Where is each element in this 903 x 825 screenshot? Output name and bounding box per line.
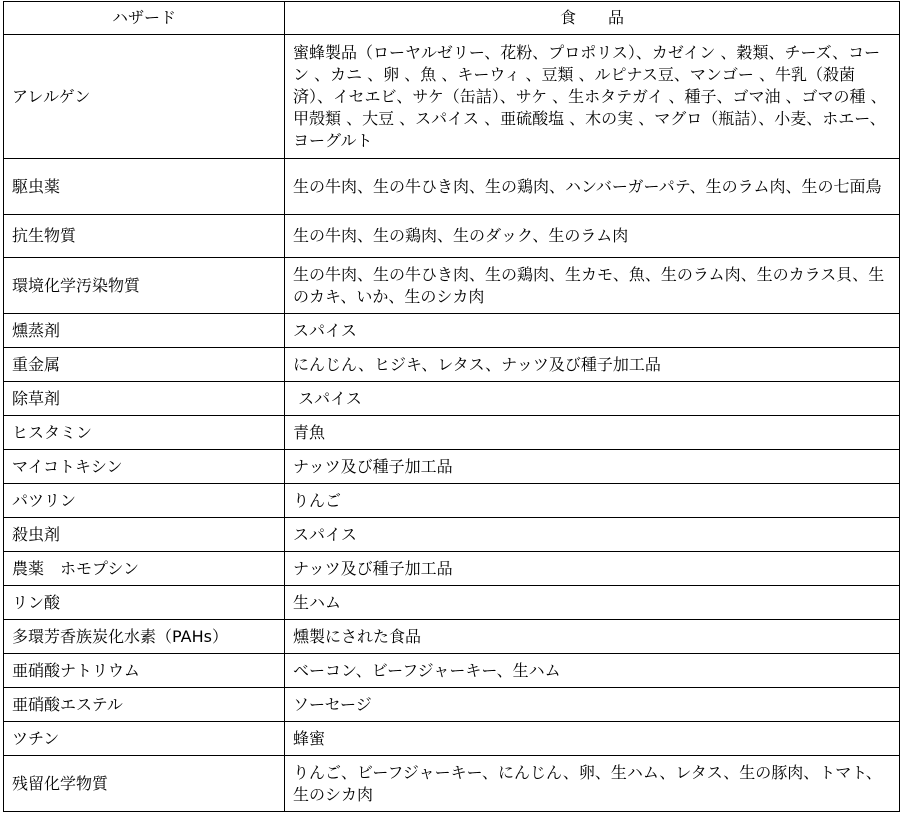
hazard-cell: 亜硝酸ナトリウム <box>4 654 285 688</box>
food-cell: 青魚 <box>285 416 900 450</box>
food-cell: スパイス <box>285 382 900 416</box>
food-cell: にんじん、ヒジキ、レタス、ナッツ及び種子加工品 <box>285 348 900 382</box>
hazard-cell: 抗生物質 <box>4 215 285 258</box>
table-row <box>4 215 900 258</box>
table-row <box>4 348 900 382</box>
food-cell: 蜂蜜 <box>285 722 900 756</box>
food-cell: スパイス <box>285 314 900 348</box>
table-row <box>4 35 900 159</box>
food-cell: ナッツ及び種子加工品 <box>285 552 900 586</box>
table-row <box>4 518 900 552</box>
food-cell: 生の牛肉、生の牛ひき肉、生の鶏肉、ハンバーガーパテ、生のラム肉、生の七面鳥 <box>285 159 900 215</box>
food-cell: りんご <box>285 484 900 518</box>
table-row <box>4 756 900 812</box>
table-row <box>4 159 900 215</box>
hazard-cell: 亜硝酸エステル <box>4 688 285 722</box>
hazard-cell: 農薬 ホモプシン <box>4 552 285 586</box>
table-header-row <box>4 2 900 35</box>
hazard-cell: ヒスタミン <box>4 416 285 450</box>
header-food: 食 品 <box>285 2 900 35</box>
table-row <box>4 586 900 620</box>
food-cell: 生ハム <box>285 586 900 620</box>
table-row <box>4 654 900 688</box>
table-row <box>4 382 900 416</box>
food-cell: ナッツ及び種子加工品 <box>285 450 900 484</box>
table-row <box>4 450 900 484</box>
table-row <box>4 314 900 348</box>
hazard-cell: 除草剤 <box>4 382 285 416</box>
table-row <box>4 552 900 586</box>
hazard-cell: リン酸 <box>4 586 285 620</box>
food-cell: りんご、ビーフジャーキー、にんじん、卵、生ハム、レタス、生の豚肉、トマト、生のシカ肉 <box>285 756 900 812</box>
food-cell: スパイス <box>285 518 900 552</box>
table-row <box>4 416 900 450</box>
food-cell: 燻製にされた食品 <box>285 620 900 654</box>
hazard-cell: 燻蒸剤 <box>4 314 285 348</box>
table-row <box>4 722 900 756</box>
hazard-cell: 残留化学物質 <box>4 756 285 812</box>
hazard-cell: パツリン <box>4 484 285 518</box>
hazard-cell: 環境化学汚染物質 <box>4 258 285 314</box>
food-cell: 蜜蜂製品（ローヤルゼリー、花粉、プロポリス）、カゼイン 、穀類、チーズ、コーン 、カニ 、卵 、魚 、キーウィ 、豆類 、ルピナス豆、マンゴー 、牛乳（殺菌済）、イセエビ、サケ（缶詰）、サケ 、生ホタテガイ 、種子、ゴマ油 、ゴマの種 、甲殻類 、大豆 、スパイス 、亜硫酸塩 、木の実 、マグロ（瓶詰）、小麦、ホエー、ヨーグルト <box>285 35 900 159</box>
table-row <box>4 688 900 722</box>
table-row <box>4 620 900 654</box>
food-cell: ベーコン、ビーフジャーキー、生ハム <box>285 654 900 688</box>
hazard-cell: 殺虫剤 <box>4 518 285 552</box>
hazard-cell: ツチン <box>4 722 285 756</box>
header-hazard: ハザード <box>4 2 285 35</box>
hazard-cell: 駆虫薬 <box>4 159 285 215</box>
food-cell: 生の牛肉、生の鶏肉、生のダック、生のラム肉 <box>285 215 900 258</box>
hazard-cell: アレルゲン <box>4 35 285 159</box>
hazard-food-table <box>3 1 900 812</box>
table-row <box>4 258 900 314</box>
food-cell: 生の牛肉、生の牛ひき肉、生の鶏肉、生カモ、魚、生のラム肉、生のカラス貝、生のカキ、いか、生のシカ肉 <box>285 258 900 314</box>
hazard-cell: マイコトキシン <box>4 450 285 484</box>
hazard-cell: 重金属 <box>4 348 285 382</box>
food-cell: ソーセージ <box>285 688 900 722</box>
table-row <box>4 484 900 518</box>
hazard-cell: 多環芳香族炭化水素（PAHs） <box>4 620 285 654</box>
